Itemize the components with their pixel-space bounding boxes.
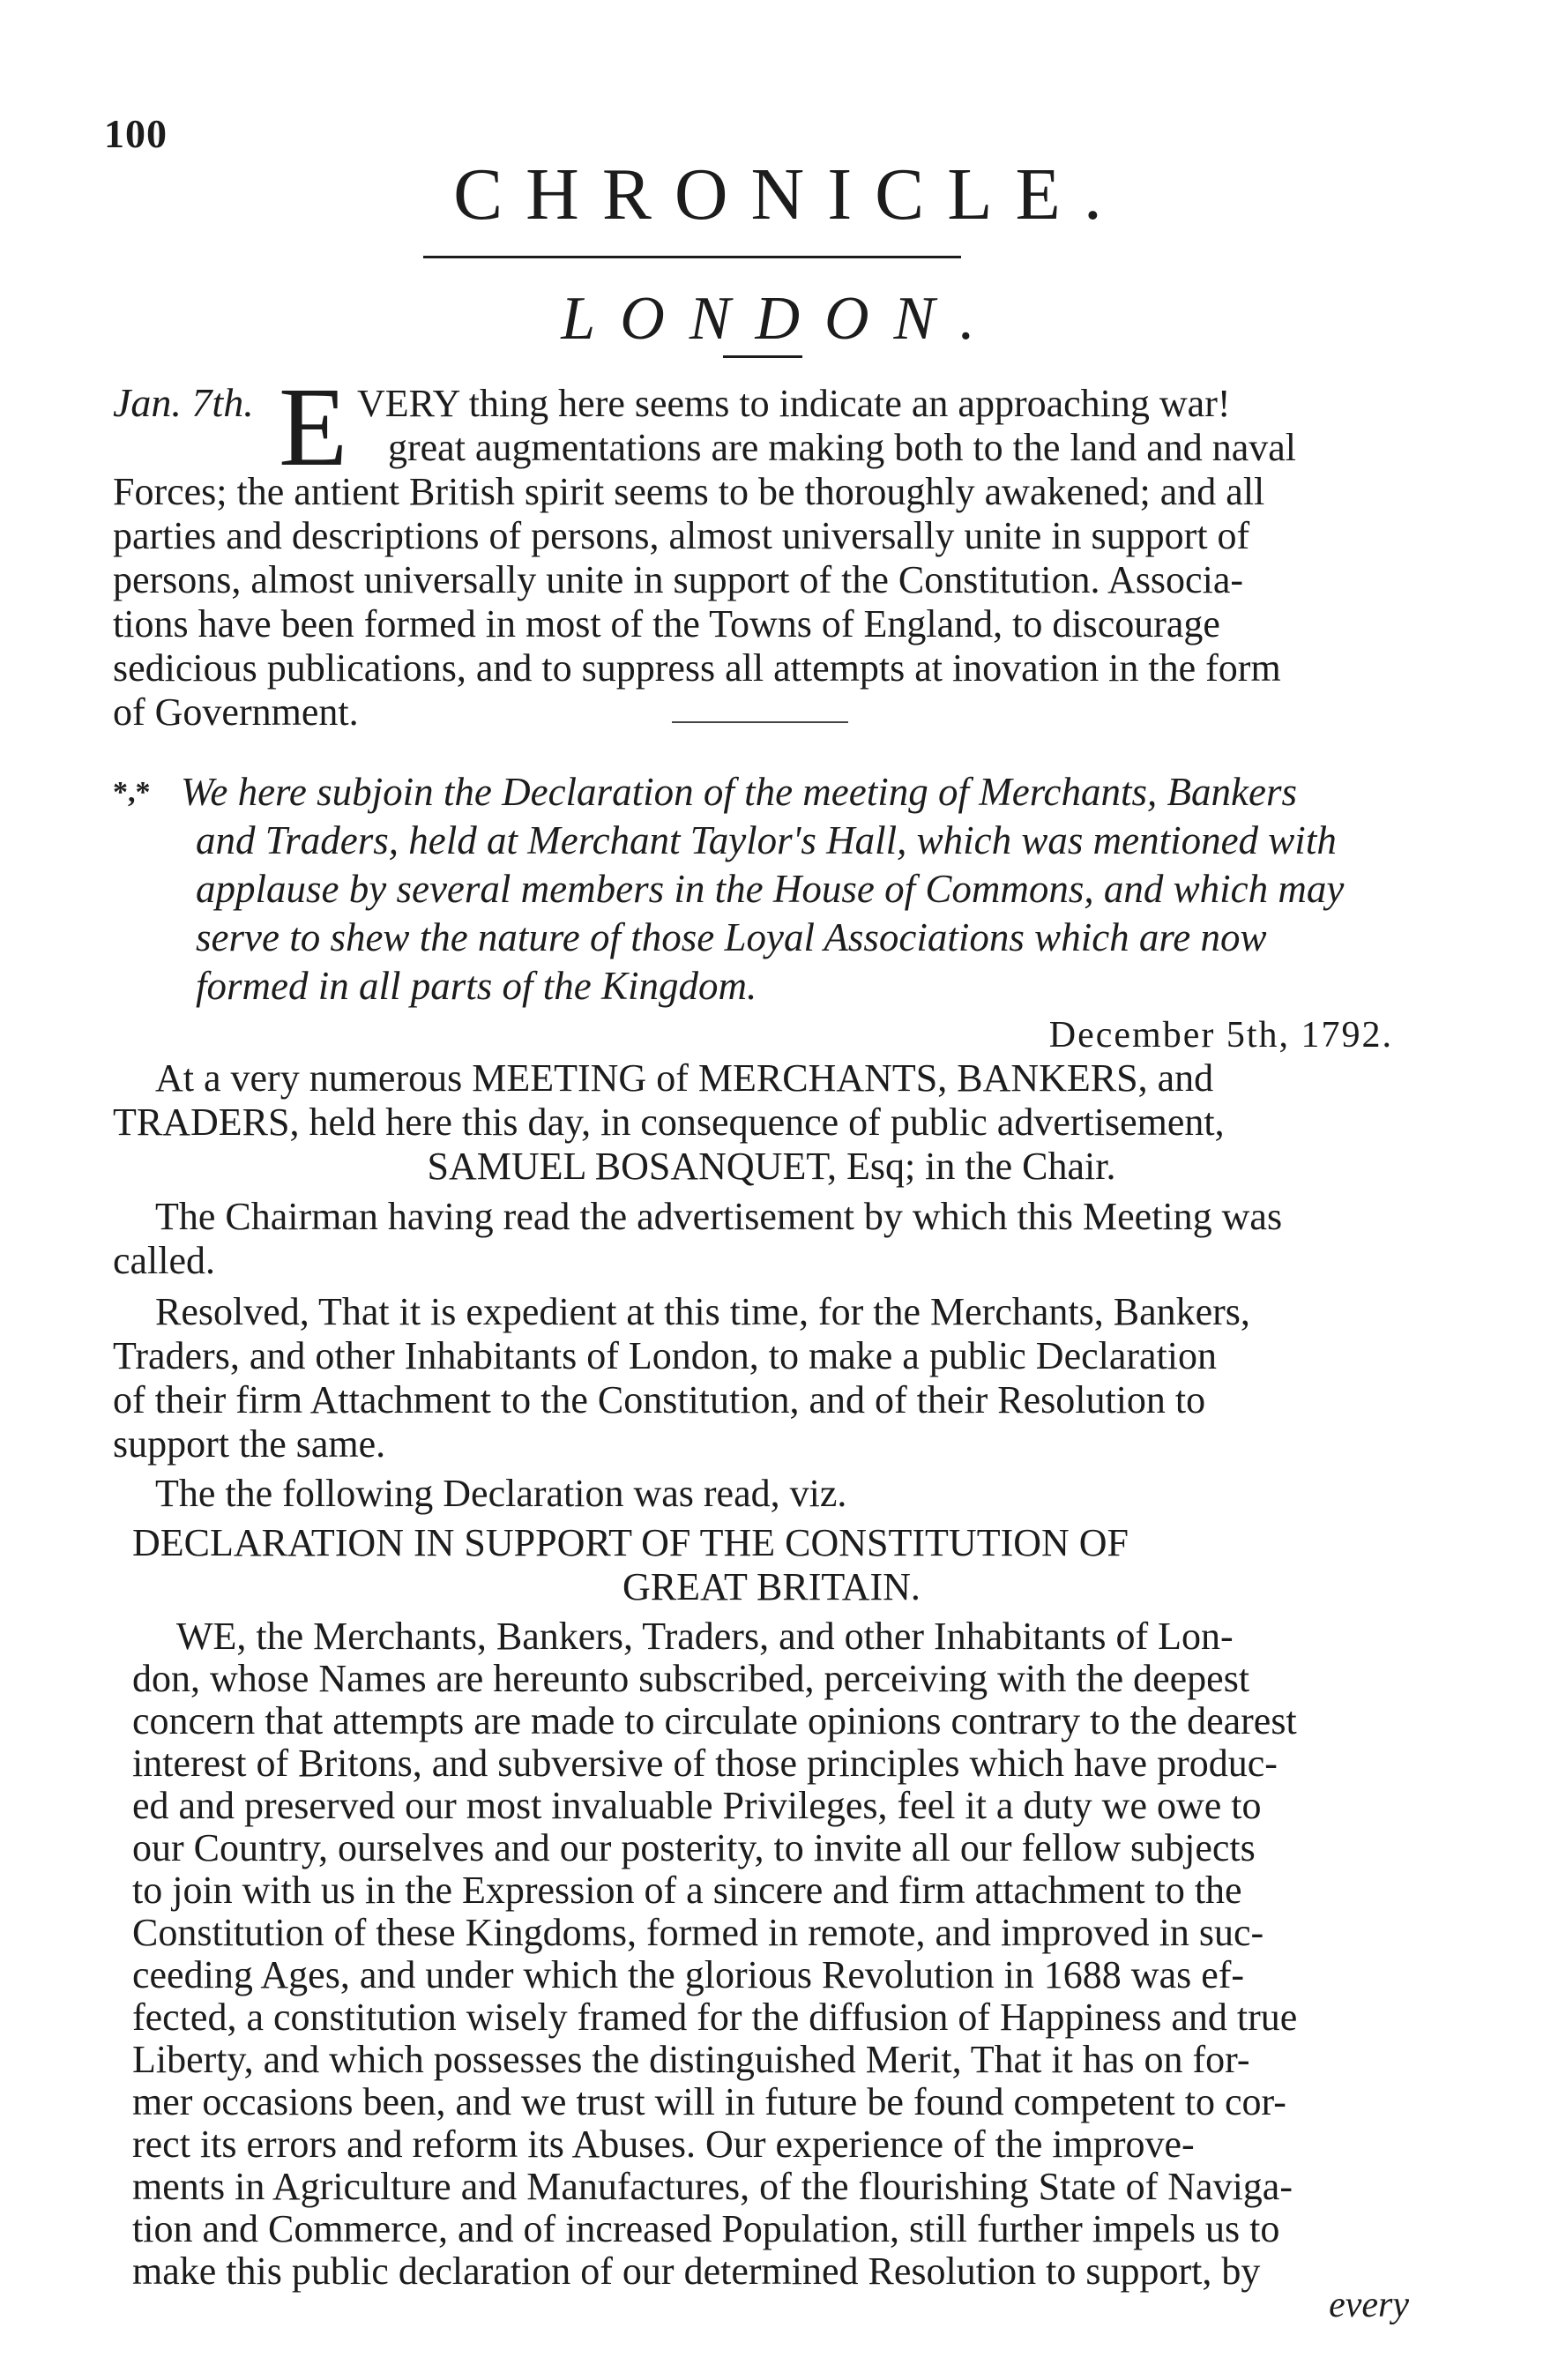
declaration-line: mer occasions been, and we trust will in future be found competent to cor- — [132, 2080, 1286, 2123]
declaration-line: Liberty, and which possesses the distinguished Merit, That it has on for- — [132, 2038, 1250, 2081]
declaration-line: tion and Commerce, and of increased Population, still further impels us to — [132, 2207, 1280, 2250]
header-rule — [423, 256, 961, 258]
editorial-line: applause by several members in the House of Commons, and which may — [196, 867, 1345, 911]
news-line: of Government. — [113, 690, 359, 734]
declaration-line: concern that attempts are made to circulate opinions contrary to the dearest — [132, 1699, 1297, 1742]
declaration-line: to join with us in the Expression of a sincere and firm attachment to the — [132, 1869, 1242, 1912]
read-line: The the following Declaration was read, viz. — [155, 1472, 847, 1515]
meeting-line: At a very numerous MEETING of MERCHANTS, BANKERS, and — [155, 1056, 1214, 1100]
news-line: persons, almost universally unite in support of the Constitution. Associa- — [113, 558, 1243, 601]
news-date: Jan. 7th. — [113, 380, 254, 425]
resolved-line: of their firm Attachment to the Constitution, and of their Resolution to — [113, 1378, 1206, 1421]
drop-cap: E — [279, 364, 348, 489]
chairman-line: The Chairman having read the advertisement by which this Meeting was — [155, 1195, 1283, 1238]
section-separator — [672, 721, 848, 723]
declaration-line: fected, a constitution wisely framed for the diffusion of Happiness and true — [132, 1996, 1298, 2039]
declaration-line: make this public declaration of our determined Resolution to support, by — [132, 2249, 1261, 2293]
asterism-marker: *,* — [113, 776, 151, 809]
declaration-heading: DECLARATION IN SUPPORT OF THE CONSTITUTION OF — [132, 1521, 1129, 1564]
dateline: LONDON. — [561, 285, 1000, 353]
declaration-heading: GREAT BRITAIN. — [622, 1565, 921, 1608]
news-line: sedicious publications, and to suppress all attempts at inovation in the form — [113, 646, 1281, 690]
declaration-line: WE, the Merchants, Bankers, Traders, and other Inhabitants of Lon- — [176, 1615, 1234, 1658]
editorial-line: and Traders, held at Merchant Taylor's Hall, which was mentioned with — [196, 818, 1337, 862]
declaration-line: rect its errors and reform its Abuses. Our experience of the improve- — [132, 2123, 1195, 2166]
declaration-line: our Country, ourselves and our posterity, to invite all our fellow subjects — [132, 1826, 1256, 1869]
declaration-line: ed and preserved our most invaluable Privileges, feel it a duty we owe to — [132, 1784, 1262, 1827]
page-number: 100 — [104, 111, 168, 156]
dateline-rule — [723, 355, 802, 358]
declaration-line: don, whose Names are hereunto subscribed, perceiving with the deepest — [132, 1657, 1250, 1700]
declaration-line: ments in Agriculture and Manufactures, of the flourishing State of Naviga- — [132, 2165, 1293, 2208]
news-line: parties and descriptions of persons, almost universally unite in support of — [113, 514, 1250, 557]
news-line: VERY thing here seems to indicate an approaching war! — [357, 382, 1231, 425]
declaration-line: interest of Britons, and subversive of those principles which have produc- — [132, 1742, 1278, 1785]
news-line: Forces; the antient British spirit seems to be thoroughly awakened; and all — [113, 470, 1265, 513]
resolved-line: Resolved, That it is expedient at this time, for the Merchants, Bankers, — [155, 1290, 1250, 1333]
catchword: every — [1329, 2285, 1409, 2325]
editorial-line: We here subjoin the Declaration of the meeting of Merchants, Bankers — [181, 770, 1297, 814]
meeting-line: TRADERS, held here this day, in consequence of public advertisement, — [113, 1100, 1225, 1144]
declaration-line: Constitution of these Kingdoms, formed in remote, and improved in suc- — [132, 1911, 1264, 1954]
running-head: CHRONICLE. — [453, 153, 1125, 235]
chair-line: SAMUEL BOSANQUET, Esq; in the Chair. — [427, 1145, 1116, 1188]
declaration-line: ceeding Ages, and under which the glorious Revolution in 1688 was ef- — [132, 1953, 1245, 1996]
meeting-date: December 5th, 1792. — [1048, 1015, 1393, 1056]
news-line: tions have been formed in most of the Towns of England, to discourage — [113, 602, 1220, 645]
news-line: great augmentations are making both to the land and naval — [388, 426, 1297, 469]
editorial-line: formed in all parts of the Kingdom. — [196, 964, 757, 1008]
editorial-line: serve to shew the nature of those Loyal Associations which are now — [196, 915, 1267, 959]
resolved-line: Traders, and other Inhabitants of London, to make a public Declaration — [113, 1334, 1218, 1377]
resolved-line: support the same. — [113, 1422, 386, 1466]
chairman-line: called. — [113, 1239, 216, 1282]
